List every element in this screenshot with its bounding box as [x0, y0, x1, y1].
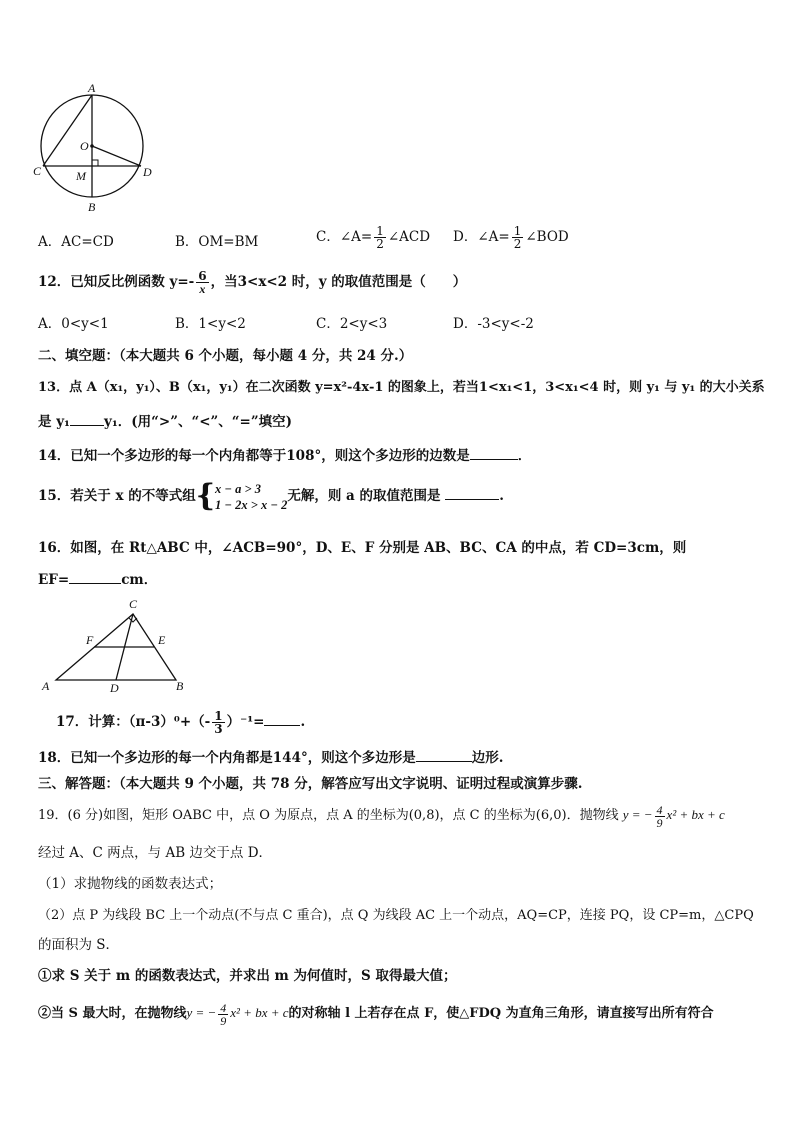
parabola-equation: [186, 1000, 289, 1028]
q11-option-c: [316, 225, 430, 250]
segment-OD: [92, 146, 141, 166]
label-A: A: [42, 679, 50, 693]
center-point: [90, 144, 94, 148]
q18-post: 边形.: [471, 750, 504, 766]
label-D: D: [143, 165, 152, 179]
denominator: 9: [656, 815, 663, 830]
q12-option-d: D．-3<y<-2: [453, 316, 534, 332]
q19-part1: （1）求抛物线的函数表达式；: [38, 876, 223, 892]
right-angle-mark: [129, 618, 137, 622]
q16-line2-post: cm．: [121, 572, 158, 588]
inequality-row-1: x − a > 3: [215, 481, 261, 496]
segment-AC: [43, 95, 92, 166]
denominator: 2: [376, 237, 384, 251]
q15-stem: [38, 478, 504, 514]
label-O: O: [80, 139, 89, 153]
label-M: M: [76, 169, 86, 183]
fraction: [655, 804, 665, 829]
answer-blank[interactable]: [264, 712, 300, 726]
q19-sub2: [38, 998, 714, 1029]
q16-line2-pre: EF=: [38, 572, 70, 588]
eq-pre: y = −: [622, 807, 653, 822]
q11-option-d-post: ∠BOD: [525, 229, 569, 245]
numerator: 1: [376, 224, 384, 238]
label-A: A: [88, 81, 96, 95]
q15-post: 无解，则 a 的取值范围是: [287, 488, 441, 504]
inequality-row-2: 1 − 2x > x − 2: [215, 497, 288, 512]
section-fill-in-heading: 二、填空题：（本大题共 6 个小题，每小题 4 分，共 24 分.）: [38, 348, 413, 364]
q13-line2: [38, 412, 292, 432]
q17-stem: [56, 710, 305, 735]
q12-option-a: A．0<y<1: [38, 316, 109, 332]
label-C: C: [129, 597, 138, 611]
denominator: 9: [220, 1013, 227, 1028]
eq-post: x² + bx + c: [230, 1005, 289, 1020]
fraction: [218, 1002, 228, 1027]
label-E: E: [158, 633, 166, 647]
q16-line1: 16．如图，在 Rt△ABC 中，∠ACB=90°，D、E、F 分别是 AB、BC、CA 的中点，若 CD=3cm，则: [38, 540, 687, 556]
q19-line2: 经过 A、C 两点，与 AB 边交于点 D．: [38, 845, 273, 861]
q15-pre: 15．若关于 x 的不等式组: [38, 488, 196, 504]
answer-blank[interactable]: [445, 486, 499, 500]
q12-stem: [38, 270, 466, 295]
brace: {: [195, 478, 216, 514]
answer-blank[interactable]: [416, 748, 472, 762]
fraction: [512, 225, 524, 250]
q12-pre: 12．已知反比例函数 y=-: [38, 274, 195, 290]
label-F: F: [86, 633, 94, 647]
q14-end: ．: [517, 448, 532, 464]
q11-option-c-pre: C．∠A=: [316, 229, 373, 245]
q13-line2-pre: 是 y₁: [38, 414, 70, 430]
q19-sub2-pre: ②当 S 最大时，在抛物线: [38, 1006, 187, 1021]
q14-text: 14．已知一个多边形的每一个内角都等于108°，则这个多边形的边数是: [38, 448, 470, 464]
q19-line1-text: 19．(6 分)如图，矩形 OABC 中，点 O 为原点，点 A 的坐标为(0,8)，点 C 的坐标为(6,0)．抛物线: [38, 808, 619, 823]
answer-blank[interactable]: [69, 570, 121, 584]
q19-sub1: ①求 S 关于 m 的函数表达式，并求出 m 为何值时，S 取得最大值；: [38, 968, 457, 984]
fraction: [374, 225, 386, 250]
denominator: 2: [513, 237, 522, 251]
label-B: B: [176, 679, 184, 693]
label-C: C: [33, 164, 42, 178]
right-angle-mark: [92, 160, 98, 166]
answer-blank[interactable]: [470, 446, 518, 460]
label-B: B: [88, 200, 96, 214]
answer-blank[interactable]: [70, 412, 104, 426]
fraction: [196, 270, 208, 295]
q12-option-c: C．2<y<3: [316, 316, 388, 332]
numerator: 1: [513, 224, 522, 238]
numerator: 6: [198, 269, 207, 283]
q12-post: ，当3<x<2 时，y 的取值范围是（ ）: [210, 274, 467, 290]
numerator: 1: [214, 709, 223, 723]
fraction: [212, 710, 224, 735]
q18-pre: 18．已知一个多边形的每一个内角都是144°，则这个多边形是: [38, 750, 416, 766]
eq-pre: y = −: [186, 1005, 217, 1020]
numerator: 4: [220, 1000, 227, 1015]
q11-option-c-post: ∠ACD: [387, 229, 431, 245]
q19-part2-line2: 的面积为 S．: [38, 937, 120, 953]
numerator: 4: [656, 802, 663, 817]
q18-stem: [38, 748, 503, 768]
label-D: D: [110, 681, 119, 695]
q17-post: ）⁻¹=: [226, 714, 265, 730]
q19-line1: [38, 800, 725, 831]
denominator: x: [199, 282, 206, 296]
q11-option-b: B．OM=BM: [175, 234, 259, 250]
q15-end: .: [499, 488, 504, 504]
q19-part2-line1: （2）点 P 为线段 BC 上一个动点(不与点 C 重合)，点 Q 为线段 AC 上一个动点，AQ=CP，连接 PQ，设 CP=m，△CPQ: [38, 908, 754, 923]
q12-option-b: B．1<y<2: [175, 316, 246, 332]
q17-end: .: [300, 714, 306, 730]
section-solution-heading: 三、解答题：（本大题共 9 个小题，共 78 分，解答应写出文字说明、证明过程或演算步骤.: [38, 776, 583, 792]
parabola-equation: [622, 802, 725, 830]
q11-option-d: [453, 225, 569, 250]
figure-triangle: [36, 596, 196, 696]
q16-line2: [38, 570, 157, 590]
q13-line1: 13．点 A（x₁，y₁）、B（x₁，y₁）在二次函数 y=x²-4x-1 的图象上，若当1<x₁<1，3<x₁<4 时，则 y₁ 与 y₁ 的大小关系: [38, 380, 765, 395]
eq-post: x² + bx + c: [666, 807, 725, 822]
q13-line2-post: y₁．(用“>”、“<”、“=”填空): [103, 414, 293, 430]
figure-circle: [30, 80, 160, 215]
q14-stem: [38, 446, 531, 466]
q11-option-d-pre: D．∠A=: [453, 229, 510, 245]
inequality-system: [215, 481, 287, 513]
q11-option-a: A．AC=CD: [38, 234, 114, 250]
denominator: 3: [214, 722, 223, 736]
q17-pre: 17．计算：（π-3）⁰+（-: [56, 714, 211, 730]
q19-sub2-post: 的对称轴 l 上若存在点 F，使△FDQ 为直角三角形，请直接写出所有符合: [288, 1006, 714, 1021]
